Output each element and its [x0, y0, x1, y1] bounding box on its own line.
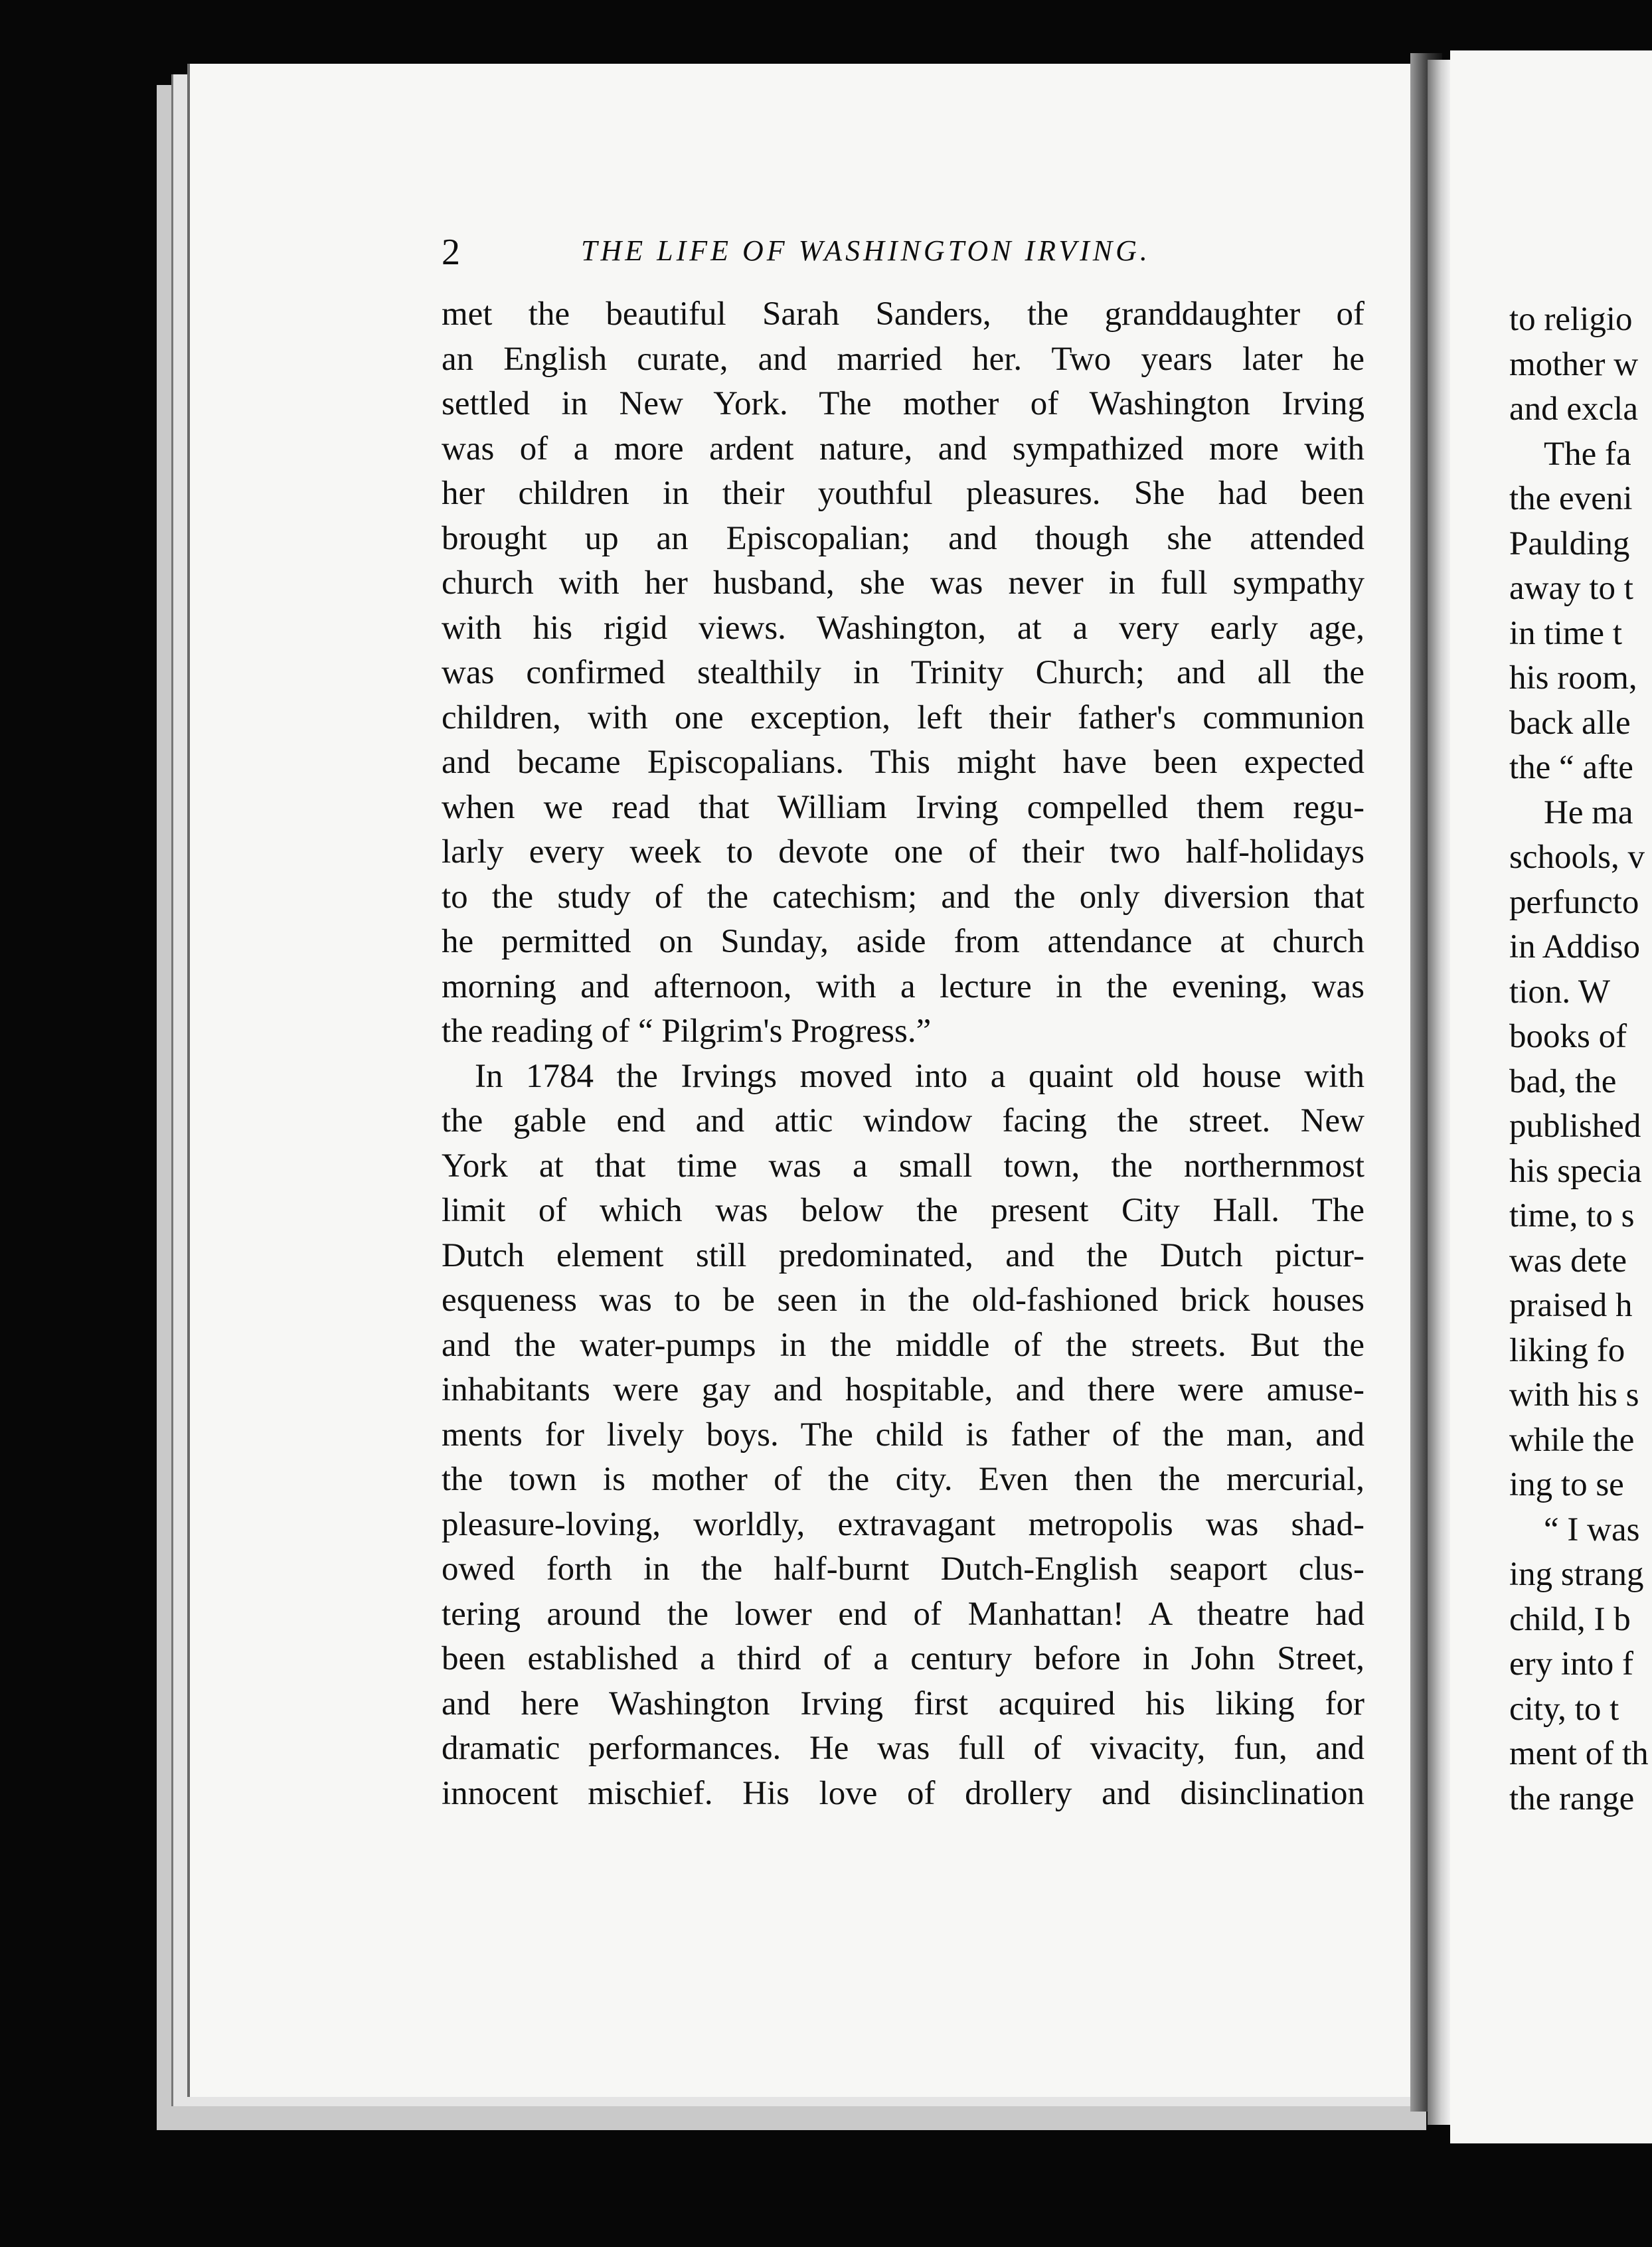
right-text-line: was dete — [1509, 1242, 1627, 1280]
running-header — [442, 231, 1364, 284]
right-text-line: ing strang — [1509, 1556, 1644, 1593]
running-title: THE LIFE OF WASHINGTON IRVING. — [581, 234, 1151, 267]
text-line: met the beautiful Sarah Sanders, the granddaughter of — [442, 295, 1364, 333]
text-line: brought up an Episcopalian; and though she attended — [442, 519, 1364, 557]
right-text-line: in time t — [1509, 614, 1622, 652]
right-text-line: Paulding — [1509, 525, 1630, 562]
right-text-line: schools, v — [1509, 839, 1645, 876]
right-text-line: back alle — [1509, 704, 1631, 742]
text-line: when we read that William Irving compelled them regu- — [442, 788, 1364, 826]
right-text-line: ery into f — [1509, 1645, 1633, 1683]
text-line: limit of which was below the present City Hall. The — [442, 1192, 1364, 1229]
text-line: an English curate, and married her. Two years later he — [442, 340, 1364, 378]
text-line: church with her husband, she was never in full sympathy — [442, 564, 1364, 602]
right-text-line: while the — [1509, 1421, 1635, 1459]
text-line: owed forth in the half-burnt Dutch-English seaport clus- — [442, 1550, 1364, 1588]
right-text-line: his specia — [1509, 1152, 1642, 1190]
text-line: the gable end and attic window facing the street. New — [442, 1102, 1364, 1139]
right-text-line: mother w — [1509, 345, 1639, 383]
right-text-line: with his s — [1509, 1376, 1639, 1414]
text-line: York at that time was a small town, the northernmost — [442, 1147, 1364, 1185]
text-line: the town is mother of the city. Even then the mercurial, — [442, 1461, 1364, 1498]
text-line: children, with one exception, left their father's communion — [442, 699, 1364, 736]
right-text-line: child, I b — [1509, 1600, 1631, 1638]
page-number: 2 — [442, 232, 460, 273]
text-line: Dutch element still predominated, and the Dutch pictur- — [442, 1236, 1364, 1274]
text-line: her children in their youthful pleasures. She had been — [442, 475, 1364, 512]
right-text-line: ment of th — [1509, 1735, 1649, 1772]
text-line: and became Episcopalians. This might have been expected — [442, 744, 1364, 781]
text-line: was of a more ardent nature, and sympathized more with — [442, 430, 1364, 467]
right-text-line: ing to se — [1509, 1466, 1624, 1503]
right-text-line: tion. W — [1509, 973, 1611, 1011]
right-text-line: perfuncto — [1509, 883, 1639, 921]
text-line: tering around the lower end of Manhattan! A theatre had — [442, 1595, 1364, 1633]
text-line: morning and afternoon, with a lecture in the evening, was — [442, 967, 1364, 1005]
text-line: with his rigid views. Washington, at a very early age, — [442, 609, 1364, 647]
right-text-line: and excla — [1509, 390, 1638, 428]
text-line: settled in New York. The mother of Washington Irving — [442, 385, 1364, 422]
text-line: was confirmed stealthily in Trinity Church; and all the — [442, 654, 1364, 691]
right-text-line: praised h — [1509, 1287, 1633, 1324]
right-text-line: the range — [1509, 1780, 1635, 1817]
right-text-line: published — [1509, 1108, 1641, 1145]
right-text-line: in Addiso — [1509, 928, 1640, 965]
right-text-line: books of — [1509, 1018, 1627, 1055]
right-text-line: He ma — [1544, 793, 1633, 831]
text-line: and the water-pumps in the middle of the streets. But the — [442, 1326, 1364, 1364]
text-line: ments for lively boys. The child is father of the man, and — [442, 1416, 1364, 1454]
text-line: and here Washington Irving first acquired his liking for — [442, 1685, 1364, 1722]
right-text-line: city, to t — [1509, 1690, 1619, 1728]
right-text-line: his room, — [1509, 659, 1637, 697]
text-line: esqueness was to be seen in the old-fashioned brick houses — [442, 1282, 1364, 1319]
right-text-line: liking fo — [1509, 1331, 1625, 1369]
right-text-line: bad, the — [1509, 1062, 1617, 1100]
right-text-line: the eveni — [1509, 480, 1633, 517]
text-line: he permitted on Sunday, aside from attendance at church — [442, 923, 1364, 960]
text-line: been established a third of a century before in John Street, — [442, 1640, 1364, 1677]
text-line: dramatic performances. He was full of vivacity, fun, and — [442, 1730, 1364, 1767]
text-line: innocent mischief. His love of drollery and disinclination — [442, 1774, 1364, 1812]
paragraph-start-line: In 1784 the Irvings moved into a quaint old house with — [475, 1057, 1364, 1095]
right-text-line: “ I was — [1544, 1511, 1640, 1548]
right-text-line: the “ afte — [1509, 749, 1633, 786]
book-gutter-edge — [1428, 60, 1450, 2125]
text-line: inhabitants were gay and hospitable, and there were amuse- — [442, 1371, 1364, 1408]
right-text-line: to religio — [1509, 301, 1633, 338]
body-text — [442, 292, 1364, 1816]
right-text-line: away to t — [1509, 570, 1633, 607]
right-page-text — [1509, 297, 1652, 1821]
text-line: pleasure-loving, worldly, extravagant metropolis was shad- — [442, 1505, 1364, 1543]
text-line: the reading of “ Pilgrim's Progress.” — [442, 1013, 932, 1050]
text-line: larly every week to devote one of their two half-holidays — [442, 833, 1364, 871]
right-text-line: time, to s — [1509, 1197, 1635, 1234]
right-text-line: The fa — [1544, 435, 1631, 473]
text-line: to the study of the catechism; and the only diversion that — [442, 878, 1364, 916]
